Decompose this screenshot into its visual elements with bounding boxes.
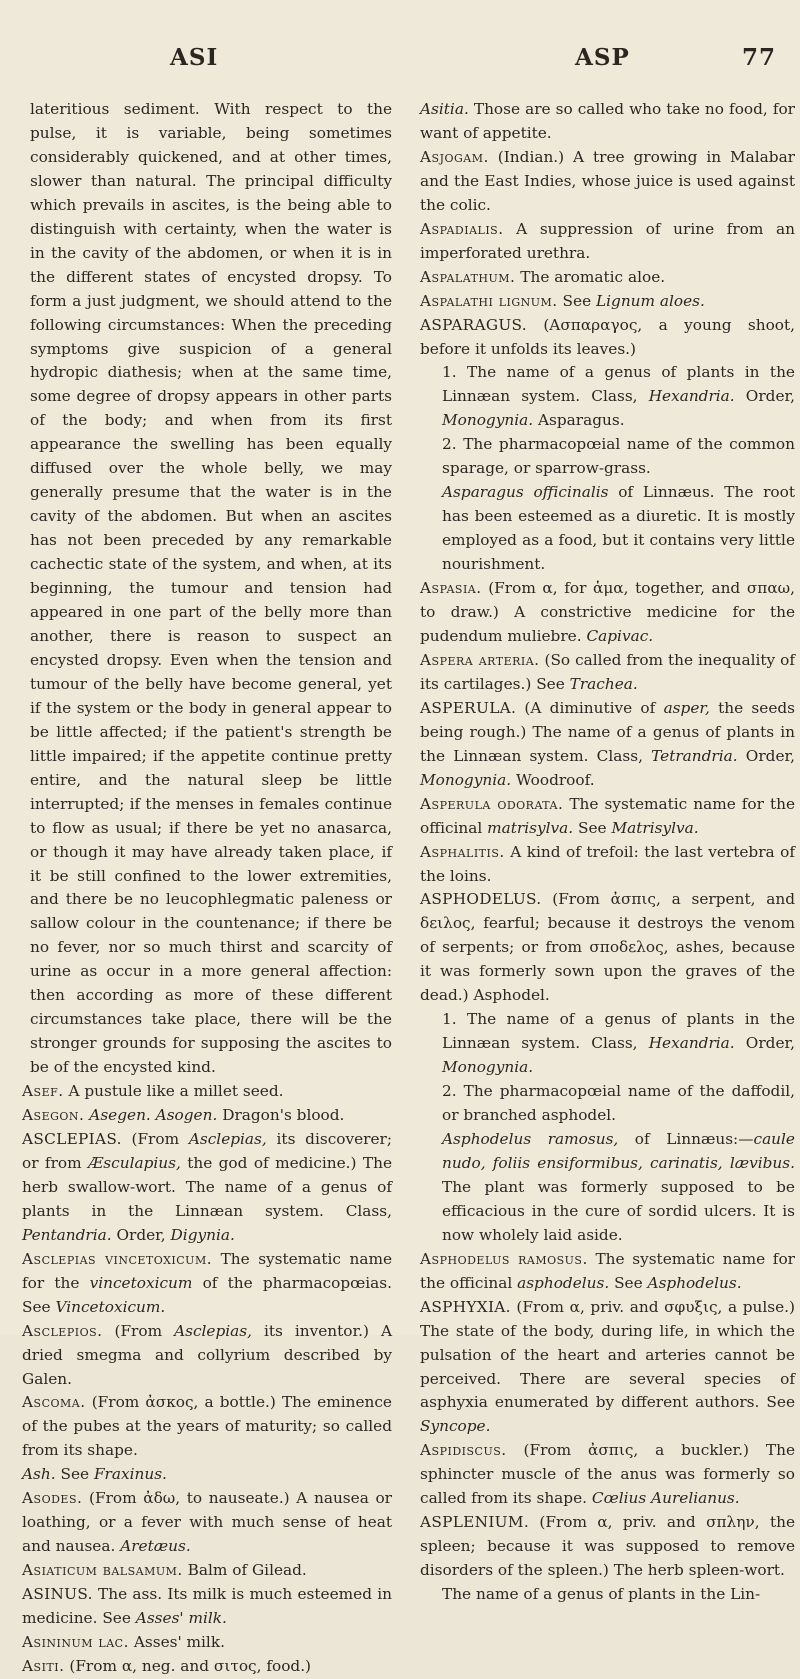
headword: Asclepias vincetoxicum. bbox=[22, 1249, 213, 1268]
headword: ASINUS. bbox=[22, 1585, 93, 1604]
headword: Aspalathi lignum. bbox=[420, 291, 558, 310]
entry-ascoma bbox=[22, 1391, 392, 1463]
text: its discoverer; or from bbox=[22, 1129, 392, 1172]
text: See bbox=[609, 1273, 648, 1292]
text: asper, bbox=[663, 698, 710, 717]
text: (From α, neg. and σιτος, food.) bbox=[64, 1656, 312, 1675]
synonyms: Asegen. Asogen. bbox=[89, 1106, 218, 1125]
text: (From ἀσπις, a serpent, and δειλος, fearful; because it destroys the venom of serpents; or from σποδελος, ashes, because it was formerly sown upon the graves of the dead.) Asphodel. bbox=[420, 890, 795, 1005]
entry-aspalathum bbox=[420, 266, 795, 290]
text: (Ασπαραγος, a young shoot, before it unfolds its leaves.) bbox=[420, 315, 795, 358]
entry-asininum-lac bbox=[22, 1631, 392, 1655]
headword: Asjogam. bbox=[420, 147, 489, 166]
text: See bbox=[55, 1465, 94, 1484]
entry-asef bbox=[22, 1080, 392, 1104]
definition: A pustule like a millet seed. bbox=[63, 1082, 284, 1101]
asparagus-sense-2: 2. The pharmacopœial name of the common sparage, or sparrow-grass. bbox=[442, 435, 795, 478]
headword: Asiaticum balsamum. bbox=[22, 1561, 183, 1580]
asphodelus-ramosus-description bbox=[420, 1128, 795, 1248]
headword: Asininum lac. bbox=[22, 1633, 129, 1651]
text: The aromatic aloe. bbox=[515, 267, 666, 286]
page-number: 77 bbox=[742, 44, 777, 71]
headword: Asphalitis. bbox=[420, 842, 505, 861]
entry-asodes bbox=[22, 1487, 392, 1559]
entry-asiti bbox=[22, 1655, 392, 1679]
text: Matrisylva. bbox=[611, 818, 699, 837]
text: A kind of trefoil: the last vertebra of the loins. bbox=[420, 842, 795, 885]
text: Monogynia. bbox=[442, 411, 534, 430]
text: Asphodelus. bbox=[647, 1273, 742, 1292]
text: The systematic name for the officinal bbox=[420, 794, 795, 837]
entry-asperula-odorata bbox=[420, 793, 795, 841]
text: (From α, priv. and σπλην, the spleen; because it was supposed to remove disorders of the spleen.) The herb spleen-wort. bbox=[420, 1513, 795, 1580]
text: (From α, priv. and σφυξις, a pulse.) The state of the body, during life, in which the pulsation of the heart and arteries cannot be perceived. There are several species of asphyxia enumerated by different authors. See bbox=[420, 1297, 795, 1412]
entry-asplenium bbox=[420, 1511, 795, 1583]
entry-aspadialis bbox=[420, 218, 795, 266]
text: A suppression of urine from an imperforated urethra. bbox=[420, 219, 795, 262]
header-right-guide-word: ASP bbox=[575, 44, 630, 71]
text: The plant was formerly supposed to be efficacious in the cure of sordid ulcers. It is now wholely laid aside. bbox=[442, 1177, 795, 1244]
text: the seeds being rough.) The name of a genus of plants in the Linnæan system. Class, bbox=[420, 698, 796, 765]
headword: ASPERULA. bbox=[420, 698, 517, 717]
headword: Asclepios. bbox=[22, 1321, 103, 1340]
text: caule nudo, foliis ensiformibus, carinatis, lævibus. bbox=[442, 1129, 795, 1172]
text: Syncope. bbox=[420, 1417, 491, 1436]
text: Hexandria. bbox=[648, 1034, 735, 1053]
text: Balm of Gilead. bbox=[182, 1561, 307, 1580]
entry-ash bbox=[22, 1463, 392, 1487]
text: (From bbox=[102, 1321, 175, 1340]
text: of Linnæus:— bbox=[618, 1129, 754, 1148]
definition: Dragon's blood. bbox=[217, 1106, 345, 1125]
text: (Indian.) A tree growing in Malabar and the East Indies, whose juice is used against the colic. bbox=[420, 147, 795, 214]
entry-aspalathi-lignum bbox=[420, 290, 795, 314]
text: (So called from the inequality of its cartilages.) See bbox=[420, 650, 795, 693]
entry-aspidiscus bbox=[420, 1439, 795, 1511]
entry-asparagus bbox=[420, 314, 795, 362]
entry-asphyxia bbox=[420, 1296, 795, 1440]
text: Asparagus. bbox=[533, 411, 625, 430]
text: Order, bbox=[734, 387, 795, 406]
text: Capivac. bbox=[586, 626, 654, 645]
entry-asclepias bbox=[22, 1128, 392, 1248]
running-header bbox=[0, 44, 800, 74]
text: The systematic name for the officinal bbox=[420, 1249, 795, 1292]
text: Æsculapius, bbox=[87, 1153, 181, 1172]
text: Lignum aloes. bbox=[595, 291, 705, 310]
text: Aretæus. bbox=[120, 1537, 191, 1556]
entry-asclepias-vincetoxicum bbox=[22, 1248, 392, 1320]
text: asphodelus. bbox=[517, 1273, 610, 1292]
headword: ASPLENIUM. bbox=[420, 1513, 529, 1532]
entry-asjogam bbox=[420, 146, 795, 218]
headword: Aspalathum. bbox=[420, 267, 516, 286]
text: Asparagus officinalis bbox=[442, 483, 609, 502]
text: Order, bbox=[734, 1034, 795, 1053]
right-column bbox=[420, 98, 795, 1607]
headword: Ash. bbox=[22, 1465, 56, 1484]
text: (From bbox=[121, 1129, 189, 1148]
entry-asphodelus bbox=[420, 888, 795, 1008]
asparagus-sense-1 bbox=[420, 361, 795, 433]
asparagus-officinalis bbox=[420, 481, 795, 577]
headword: Asperula odorata. bbox=[420, 794, 564, 813]
headword: Asiti. bbox=[22, 1656, 65, 1675]
headword: Aspadialis. bbox=[420, 219, 504, 238]
headword: Asphodelus ramosus. bbox=[420, 1249, 588, 1268]
headword: Aspera arteria. bbox=[420, 650, 540, 669]
text: matrisylva. bbox=[487, 818, 574, 837]
headword: ASPHYXIA. bbox=[420, 1297, 511, 1316]
headword: Ascoma. bbox=[22, 1393, 86, 1412]
text: (From ἀσπις, a buckler.) The sphincter muscle of the anus was formerly so called from its shape. bbox=[420, 1441, 795, 1508]
asphodelus-sense-2: 2. The pharmacopœial name of the daffodil, or branched asphodel. bbox=[442, 1082, 795, 1125]
text: The ass. Its milk is much esteemed in medicine. See bbox=[22, 1585, 392, 1628]
left-column bbox=[22, 98, 392, 1679]
entry-asphalitis bbox=[420, 841, 795, 889]
text: Tetrandria. bbox=[651, 746, 738, 765]
text: Digynia. bbox=[170, 1225, 235, 1244]
headword: Asegon. bbox=[22, 1106, 85, 1125]
entry-asphodelus-ramosus bbox=[420, 1248, 795, 1296]
text: (From ἀσκος, a bottle.) The eminence of the pubes at the years of maturity; so called from its shape. bbox=[22, 1393, 392, 1460]
text: 1. The name of a genus of plants in the Linnæan system. Class, bbox=[442, 363, 795, 406]
headword: Asitia. bbox=[420, 100, 469, 118]
text: Asclepias, bbox=[188, 1129, 267, 1148]
entry-aspasia bbox=[420, 577, 795, 649]
headword: Asodes. bbox=[22, 1489, 83, 1508]
text: of Linnæus. The root has been esteemed as a diuretic. It is mostly employed as a food, but it contains very little nourishment. bbox=[442, 483, 795, 574]
headword: ASPHODELUS. bbox=[420, 890, 542, 909]
entry-asitia bbox=[420, 98, 795, 146]
text: See bbox=[557, 291, 596, 310]
entry-asperula bbox=[420, 697, 795, 793]
text: Order, bbox=[111, 1225, 171, 1244]
text: (From α, for ἁμα, together, and σπαω, to draw.) A constrictive medicine for the pudendum muliebre. bbox=[420, 579, 795, 645]
text: (A diminutive of bbox=[516, 698, 664, 717]
text: Order, bbox=[737, 746, 795, 765]
text: Pentandria. bbox=[22, 1225, 112, 1244]
text: its inventor.) A dried smegma and collyrium described by Galen. bbox=[22, 1321, 392, 1388]
headword: Asef. bbox=[22, 1082, 64, 1101]
text: Cœlius Aurelianus. bbox=[591, 1489, 740, 1508]
text: The systematic name for the bbox=[22, 1249, 392, 1292]
text: of the pharmacopœias. See bbox=[22, 1273, 392, 1316]
text: vincetoxicum bbox=[89, 1273, 193, 1292]
text: Monogynia. bbox=[420, 770, 512, 789]
text: Those are so called who take no food, for want of appetite. bbox=[420, 100, 795, 142]
text: Asclepias, bbox=[174, 1321, 253, 1340]
text: See bbox=[573, 818, 612, 837]
text: 1. The name of a genus of plants in the Linnæan system. Class, bbox=[442, 1010, 795, 1053]
text: Vincetoxicum. bbox=[55, 1297, 166, 1316]
text: (From ἀδω, to nauseate.) A nausea or loathing, or a fever with much sense of heat and nausea. bbox=[22, 1489, 392, 1556]
text: Asphodelus ramosus, bbox=[442, 1129, 619, 1148]
entry-asinus bbox=[22, 1583, 392, 1631]
entry-asiaticum-balsamum bbox=[22, 1559, 392, 1583]
entry-asclepios bbox=[22, 1320, 392, 1392]
text: Hexandria. bbox=[648, 387, 735, 406]
asplenium-sense: The name of a genus of plants in the Lin- bbox=[442, 1585, 761, 1604]
entry-asegon bbox=[22, 1104, 392, 1128]
entry-aspera-arteria bbox=[420, 649, 795, 697]
text: Asses' milk. bbox=[128, 1633, 225, 1651]
text: Monogynia. bbox=[442, 1058, 534, 1077]
text: Fraxinus. bbox=[93, 1465, 167, 1484]
text: Asses' milk. bbox=[135, 1609, 227, 1628]
headword: ASPARAGUS. bbox=[420, 315, 527, 334]
headword: Aspidiscus. bbox=[420, 1441, 507, 1460]
headword: ASCLEPIAS. bbox=[22, 1129, 122, 1148]
headword: Aspasia. bbox=[420, 579, 482, 598]
text: the god of medicine.) The herb swallow-wort. The name of a genus of plants in the Linnæan system. Class, bbox=[22, 1153, 393, 1220]
asphodelus-sense-1 bbox=[420, 1008, 795, 1080]
text: Trachea. bbox=[569, 674, 638, 693]
ascites-continuation: lateritious sediment. With respect to the pulse, it is variable, being sometimes considerably quickened, and at other times, slower than natural. The principal difficulty which prevails in ascites, is the being able to distinguish with certainty, when the water is in the cavity of the abdomen, or when it is in the different states of encysted dropsy. To form a just judgment, we should attend to the following circumstances: When the preceding symptoms give suspicion of a general hydropic diathesis; when at the same time, some degree of dropsy appears in other parts of the body; and when from its first appearance the swelling has been equally diffused over the whole belly, we may generally presume that the water is in the cavity of the abdomen. But when an ascites has not been preceded by any remarkable cachectic state of the system, and when, at its beginning, the tumour and tension had appeared in one part of the belly more than another, there is reason to suspect an encysted dropsy. Even when the tension and tumour of the belly have become general, yet if the system or the body in general appear to be little affected; if the patient's strength be little impaired; if the appetite continue pretty entire, and the natural sleep be little interrupted; if the menses in females continue to flow as usual; if there be yet no anasarca, or though it may have already taken place, if it be still confined to the lower extremities, and there be no leucophlegmatic paleness or sallow colour in the countenance; if there be no fever, nor so much thirst and scarcity of urine as occur in a more general affection: then according as more of these different circumstances take place, there will be the stronger grounds for supposing the ascites to be of the encysted kind. bbox=[30, 100, 392, 1077]
header-left-guide-word: ASI bbox=[170, 44, 219, 71]
text: Woodroof. bbox=[511, 770, 595, 789]
